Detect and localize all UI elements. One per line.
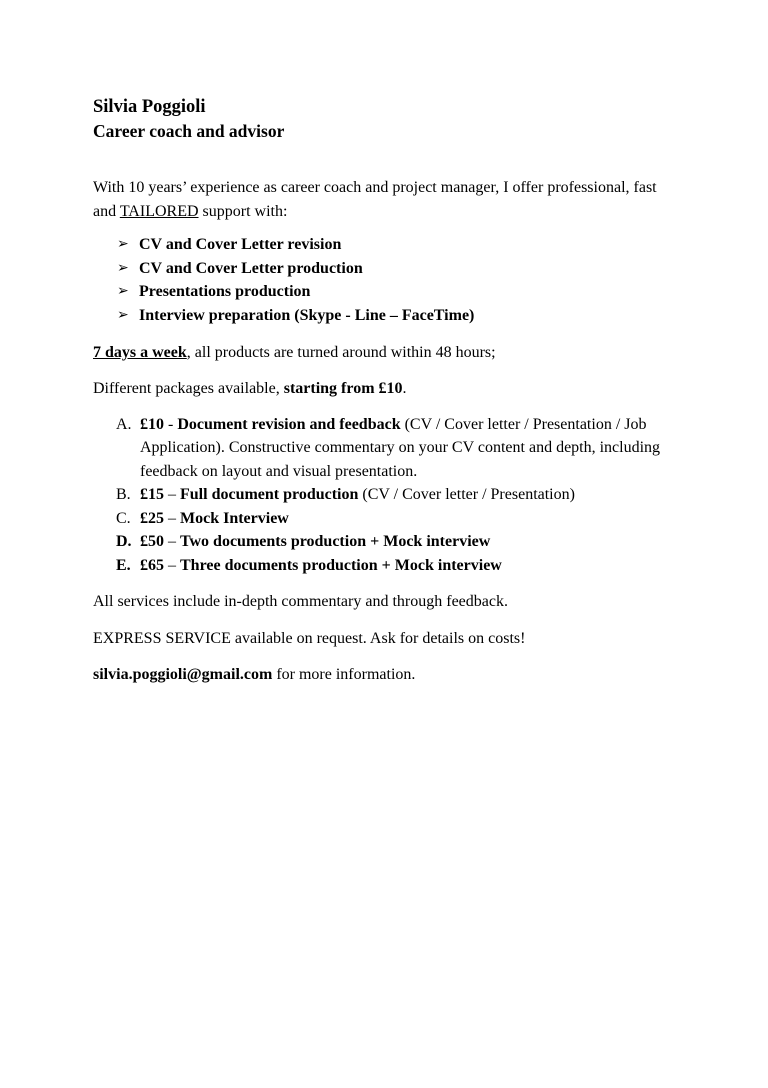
turnaround-paragraph [93,341,683,365]
service-label: CV and Cover Letter production [139,259,363,277]
service-label: Presentations production [139,283,311,301]
package-item [93,554,683,578]
package-detail: (CV / Cover letter / Presentation / Job Application). Constructive commentary on your CV content and depth, including feedback on layout and visual presentation. [140,415,661,480]
turnaround-emphasis: 7 days a week [93,343,187,361]
packages-intro-text: Different packages available, [93,380,284,398]
package-name: Three documents production + Mock interview [180,556,502,574]
package-item [93,413,683,484]
intro-paragraph [93,176,683,223]
author-name: Silvia Poggioli [93,97,206,117]
arrow-bullet-icon: ➢ [117,259,129,276]
arrow-bullet-icon: ➢ [117,283,129,300]
intro-emphasis: TAILORED [119,202,199,220]
list-item [93,280,683,304]
package-letter: D. [116,533,132,551]
list-item [93,257,683,281]
package-price: £65 [140,556,164,574]
package-letter: A. [116,415,132,433]
package-name: Document revision and feedback [177,415,401,433]
package-price: £10 [140,415,164,433]
package-separator: - [164,415,178,433]
package-price: £15 [140,486,164,504]
package-detail: (CV / Cover letter / Presentation) [358,486,575,504]
document-page [93,95,683,687]
package-separator: – [164,556,180,574]
package-item [93,483,683,507]
package-letter: E. [116,556,131,574]
package-separator: – [164,533,180,551]
package-letter: B. [116,486,131,504]
package-name: Two documents production + Mock interview [180,533,491,551]
arrow-bullet-icon: ➢ [117,307,129,324]
author-role: Career coach and advisor [93,121,285,141]
service-label: Interview preparation (Skype - Line – FaceTime) [139,307,475,325]
package-separator: – [164,509,180,527]
package-item [93,530,683,554]
intro-text-end: support with: [198,202,288,220]
package-price: £25 [140,509,164,527]
commentary-paragraph: All services include in-depth commentary and through feedback. [93,593,508,611]
package-separator: – [164,486,180,504]
arrow-bullet-icon: ➢ [117,236,129,252]
intro-text: With 10 years’ experience as career coach and project manager, I offer professional, fast and [93,179,657,220]
services-list [93,233,683,328]
contact-email: silvia.poggioli@gmail.com [93,666,273,684]
package-letter: C. [116,509,131,527]
package-price: £50 [140,533,164,551]
package-item [93,507,683,531]
contact-paragraph [93,663,683,687]
package-name: Mock Interview [180,509,289,527]
service-label: CV and Cover Letter revision [139,236,342,253]
list-item [93,304,683,328]
turnaround-text: , all products are turned around within 48 hours; [186,343,496,361]
package-name: Full document production [180,486,359,504]
starting-price: starting from £10 [283,380,403,398]
list-item [93,233,683,257]
packages-intro [93,377,683,401]
contact-text: for more information. [272,666,416,684]
packages-list [93,413,683,578]
packages-intro-end: . [402,380,407,398]
express-paragraph: EXPRESS SERVICE available on request. Ask for details on costs! [93,629,526,647]
